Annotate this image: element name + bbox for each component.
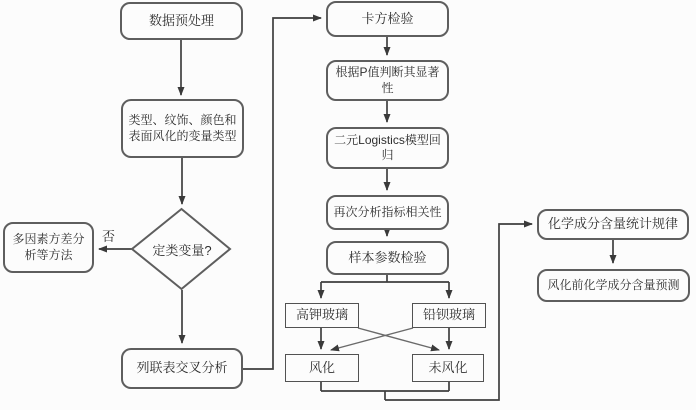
node-anova-methods: 多因素方差分析等方法	[3, 222, 94, 273]
node-chi-square-test: 卡方检验	[326, 1, 449, 37]
node-pre-weathering-prediction: 风化前化学成分含量预测	[537, 269, 690, 302]
node-unweathered: 未风化	[412, 354, 484, 382]
node-variable-types: 类型、纹饰、颜色和表面风化的变量类型	[121, 99, 244, 158]
node-lead-barium-glass: 铅钡玻璃	[412, 303, 486, 328]
node-categorical-variable-decision: 定类变量?	[152, 242, 212, 258]
node-high-potassium-glass: 高钾玻璃	[285, 303, 359, 328]
node-reanalyze-correlation: 再次分析指标相关性	[326, 195, 449, 230]
node-weathered: 风化	[285, 354, 359, 382]
node-p-value-significance: 根据P值判断其显著性	[326, 60, 449, 101]
node-data-preprocessing: 数据预处理	[120, 2, 243, 40]
edge-sampletest-split	[321, 275, 449, 282]
node-sample-parameter-test: 样本参数检验	[326, 241, 449, 275]
node-contingency-analysis: 列联表交叉分析	[121, 348, 243, 389]
edge-label-no: 否	[102, 229, 116, 244]
node-chemical-statistics: 化学成分含量统计规律	[537, 209, 689, 240]
node-logistic-regression: 二元Logistics模型回归	[326, 127, 449, 169]
